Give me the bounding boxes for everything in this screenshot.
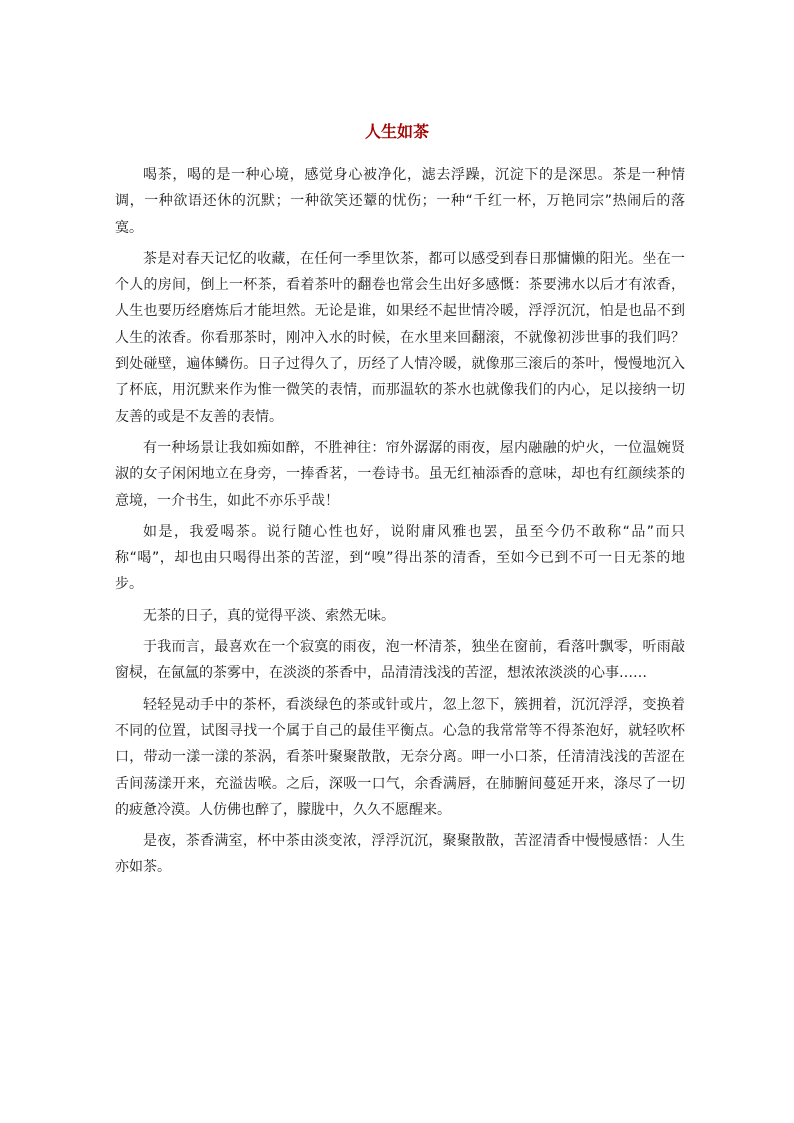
document-title: 人生如茶 bbox=[364, 122, 429, 141]
paragraph-4: 如是，我爱喝茶。说行随心性也好，说附庸风雅也罢，虽至今仍不敢称“品”而只称“喝”，却也由只喝得出茶的苦涩，到“嗅”得出茶的清香，至如今已到不可一日无茶的地步。 bbox=[115, 523, 685, 593]
paragraph-5: 无茶的日子，真的觉得平淡、索然无味。 bbox=[143, 607, 395, 624]
paragraph-3: 有一种场景让我如痴如醉，不胜神往：帘外潺潺的雨夜，屋内融融的炉火，一位温婉贤淑的女子闲闲地立在身旁，一捧香茗，一卷诗书。虽无红袖添香的意味，却也有红颜续茶的意境，一介书生，如此不亦乐乎哉！ bbox=[115, 439, 685, 509]
paragraph-1: 喝茶，喝的是一种心境，感觉身心被净化，滤去浮躁，沉淀下的是深思。茶是一种情调，一种欲语还休的沉默；一种欲笑还颦的忧伤；一种“千红一杯，万艳同宗”热闹后的落寞。 bbox=[115, 167, 685, 236]
document-body bbox=[115, 162, 685, 886]
paragraph-6: 于我而言，最喜欢在一个寂寞的雨夜，泡一杯清茶，独坐在窗前，看落叶飘零，听雨敲窗棂，在氤氲的茶雾中，在淡淡的茶香中，品清清浅浅的苦涩，想浓浓淡淡的心事…… bbox=[115, 639, 685, 682]
paragraph-7: 轻轻晃动手中的茶杯，看淡绿色的茶或针或片，忽上忽下，簇拥着，沉沉浮浮，变换着不同的位置，试图寻找一个属于自己的最佳平衡点。心急的我常常等不得茶泡好，就轻吹杯口，带动一漾一漾的茶涡，看茶叶聚聚散散，无奈分离。呷一小口茶，任清清浅浅的苦涩在舌间荡漾开来，充溢齿喉。之后，深吸一口气，余香满唇，在肺腑间蔓延开来，涤尽了一切的疲惫冷漠。人仿佛也醉了，朦胧中，久久不愿醒来。 bbox=[115, 696, 685, 818]
paragraph-2: 茶是对春天记忆的收藏，在任何一季里饮茶，都可以感受到春日那慵懒的阳光。坐在一个人的房间，倒上一杯茶，看着茶叶的翻卷也常会生出好多感慨：茶要沸水以后才有浓香，人生也要历经磨炼后才能坦然。无论是谁，如果经不起世情冷暖，浮浮沉沉，怕是也品不到人生的浓香。你看那茶时，刚冲入水的时候，在水里来回翻滚，不就像初涉世事的我们吗？到处碰壁，遍体鳞伤。日子过得久了，历经了人情冷暖，就像那三滚后的茶叶，慢慢地沉入了杯底，用沉默来作为惟一微笑的表情，而那温软的茶水也就像我们的内心，足以接纳一切友善的或是不友善的表情。 bbox=[115, 250, 685, 425]
paragraph-8: 是夜，茶香满室，杯中茶由淡变浓，浮浮沉沉，聚聚散散，苦涩清香中慢慢感悟：人生亦如茶。 bbox=[115, 833, 685, 876]
